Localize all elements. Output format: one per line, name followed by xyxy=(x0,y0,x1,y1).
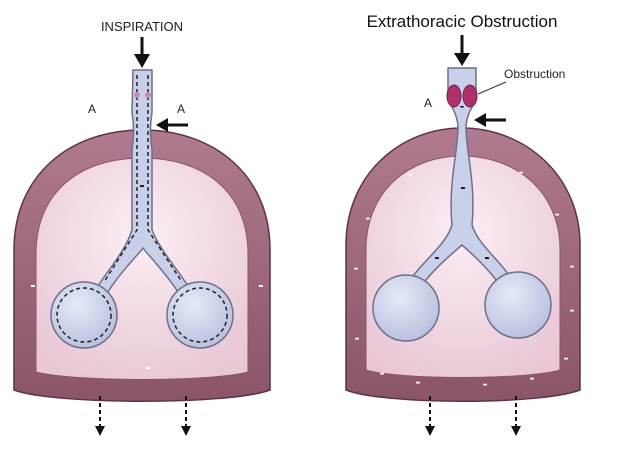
inspiration-arrow-icon xyxy=(454,35,470,66)
wall-minus-symbol: - xyxy=(379,366,385,380)
extrathoracic-heading: Extrathoracic Obstruction xyxy=(366,12,558,31)
diaphragm-down-arrow-icon xyxy=(511,396,521,436)
obstruction-label: Obstruction xyxy=(504,67,566,81)
diaphragm-down-arrow-icon xyxy=(181,396,191,436)
right-alveolus xyxy=(167,282,233,348)
obstruction-leader-line xyxy=(478,82,506,94)
label-a-left: A xyxy=(87,102,97,116)
airway-minus-symbol: - xyxy=(139,179,145,194)
label-a-right: A xyxy=(176,102,186,116)
inspiration-arrow-icon xyxy=(134,37,150,68)
left-alveolus xyxy=(51,282,117,348)
right-alveolus xyxy=(485,272,551,338)
airway-minus-symbol: - xyxy=(434,251,440,266)
wall-minus-symbol: - xyxy=(353,261,359,275)
wall-minus-symbol: - xyxy=(365,211,371,225)
left-pressure-arrow-icon xyxy=(156,118,188,132)
wall-minus-symbol: - xyxy=(563,351,569,365)
diaphragm-down-arrow-icon xyxy=(95,396,105,436)
wall-minus-symbol: - xyxy=(554,207,560,221)
wall-minus-symbol: - xyxy=(30,279,36,294)
airway-minus-symbol: - xyxy=(460,181,466,196)
diaphragm-down-arrow-icon xyxy=(425,396,435,436)
wall-minus-symbol: - xyxy=(415,375,421,389)
wall-minus-symbol: - xyxy=(569,303,575,317)
airway-minus-symbol: - xyxy=(484,251,490,266)
wall-minus-symbol: - xyxy=(258,279,264,294)
inspiration-heading: INSPIRATION xyxy=(100,19,184,34)
wall-minus-symbol: - xyxy=(518,165,524,179)
wall-minus-symbol: - xyxy=(529,371,535,385)
label-a: A xyxy=(423,96,433,110)
wall-minus-symbol: - xyxy=(482,377,488,391)
airway-minus-symbol: - xyxy=(459,100,465,113)
wall-minus-symbol: - xyxy=(145,361,151,376)
left-alveolus xyxy=(373,275,439,341)
wall-minus-symbol: - xyxy=(407,167,413,181)
left-panel xyxy=(14,19,270,436)
right-pressure-arrow-icon xyxy=(474,113,506,127)
right-panel xyxy=(346,12,580,436)
wall-minus-symbol: - xyxy=(569,259,575,273)
wall-minus-symbol: - xyxy=(354,331,360,345)
obstruction-mass xyxy=(463,85,477,107)
